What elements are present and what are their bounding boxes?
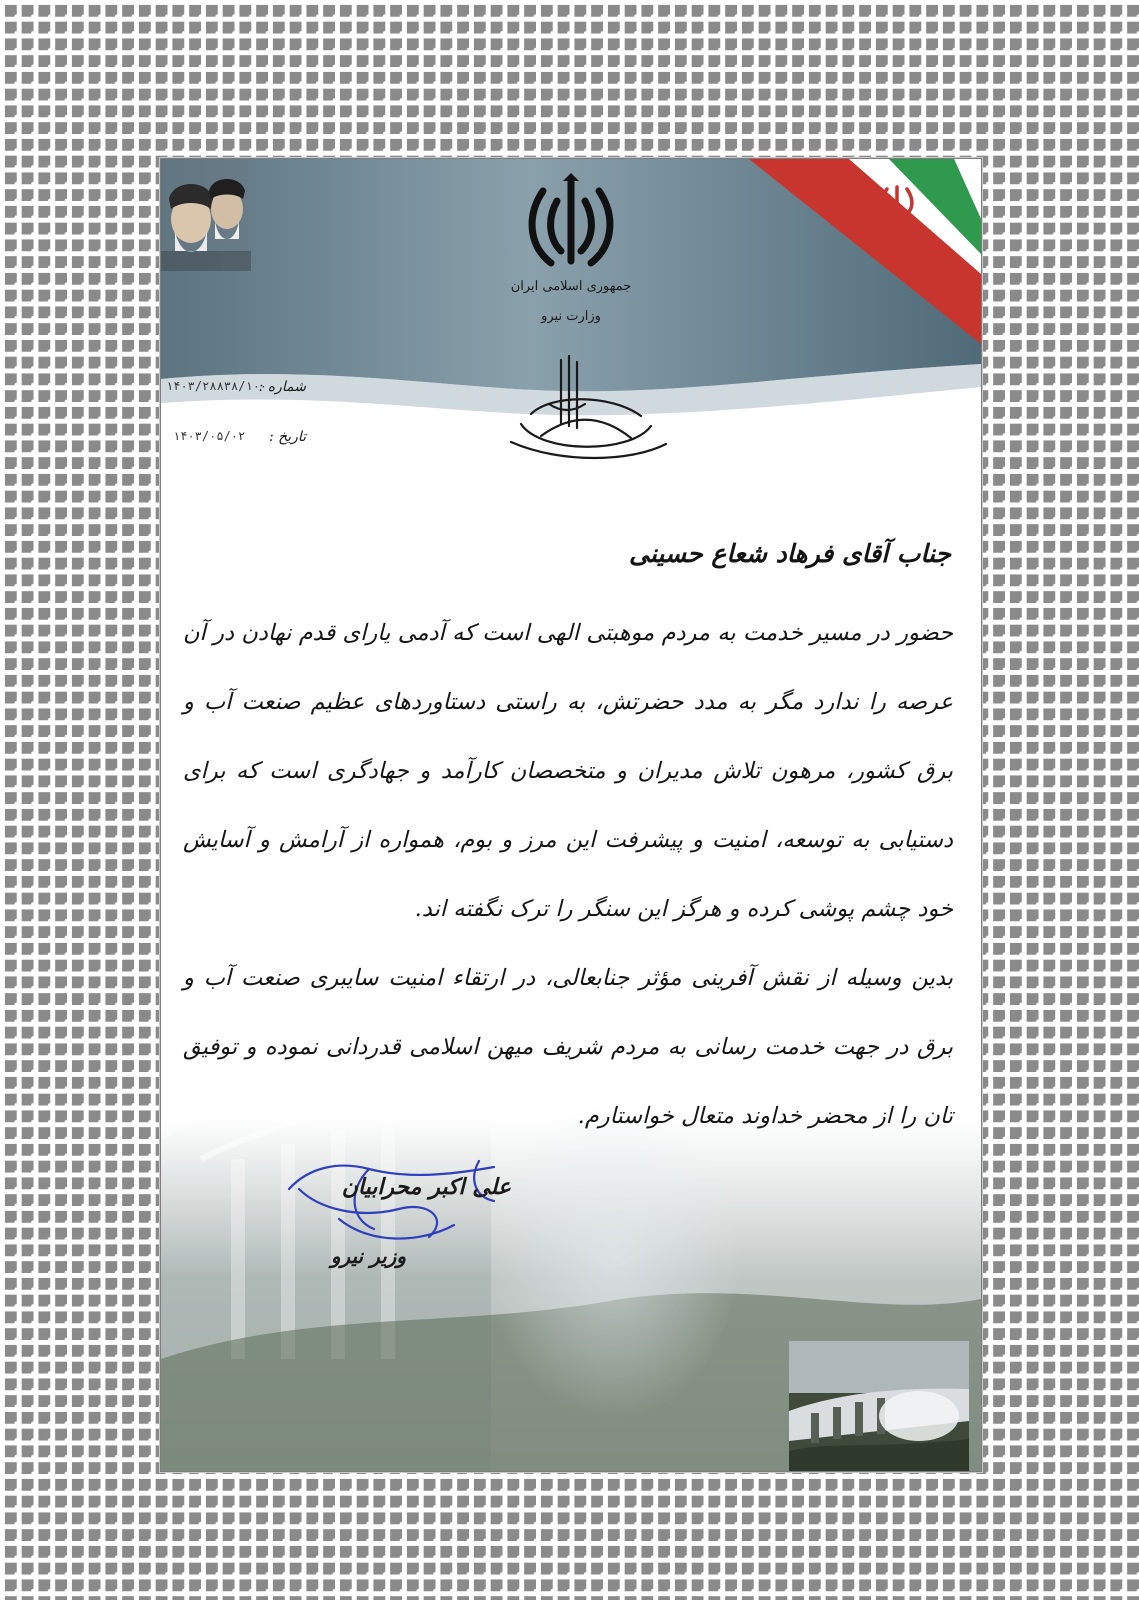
number-value: ۱۴۰۳/۲۸۸۳۸/۱۰۰	[166, 379, 268, 393]
signatory-name: علی اکبر محرابیان	[341, 1174, 511, 1200]
letter-paragraph-2: بدین وسیله از نقش آفرینی مؤثر جنابعالی، در ارتقاء امنیت سایبری صنعت آب و برق در جهت خدمت رسانی به مردم شریف میهن اسلامی قدردانی نموده و توفیق تان را از محضر خداوند متعال خواستارم.	[183, 965, 953, 1129]
number-label: شماره :	[258, 379, 306, 395]
flag-banner	[749, 159, 981, 344]
letter-body	[183, 599, 953, 1151]
signatory-title: وزیر نیرو	[330, 1244, 406, 1268]
recipient-name: جناب آقای فرهاد شعاع حسینی	[629, 539, 951, 568]
bismillah-calligraphy	[501, 354, 671, 464]
date-value: ۱۴۰۳/۰۵/۰۲	[173, 429, 246, 443]
country-name: جمهوری اسلامی ایران	[510, 279, 632, 294]
date-label: تاریخ :	[268, 429, 306, 445]
letter-paragraph-1: حضور در مسیر خدمت به مردم موهبتی الهی است که آدمی یارای قدم نهادن در آن عرصه را ندارد مگر به مدد حضرتش، به راستی دستاوردهای عظیم صنعت آب و برق کشور، مرهون تلاش مدیران و متخصصان کارآمد و جهادگری است که برای دستیابی به توسعه، امنیت و پیشرفت این مرز و بوم، همواره از آرامش و آسایش خود چشم پوشی کرده و هرگز این سنگر را ترک نگفته اند.	[183, 620, 953, 922]
dam-photo	[789, 1341, 969, 1471]
portraits-image	[161, 159, 251, 271]
certificate-frame	[160, 158, 982, 1472]
emblem-icon	[521, 171, 621, 281]
ministry-name: وزارت نیرو	[541, 309, 601, 324]
